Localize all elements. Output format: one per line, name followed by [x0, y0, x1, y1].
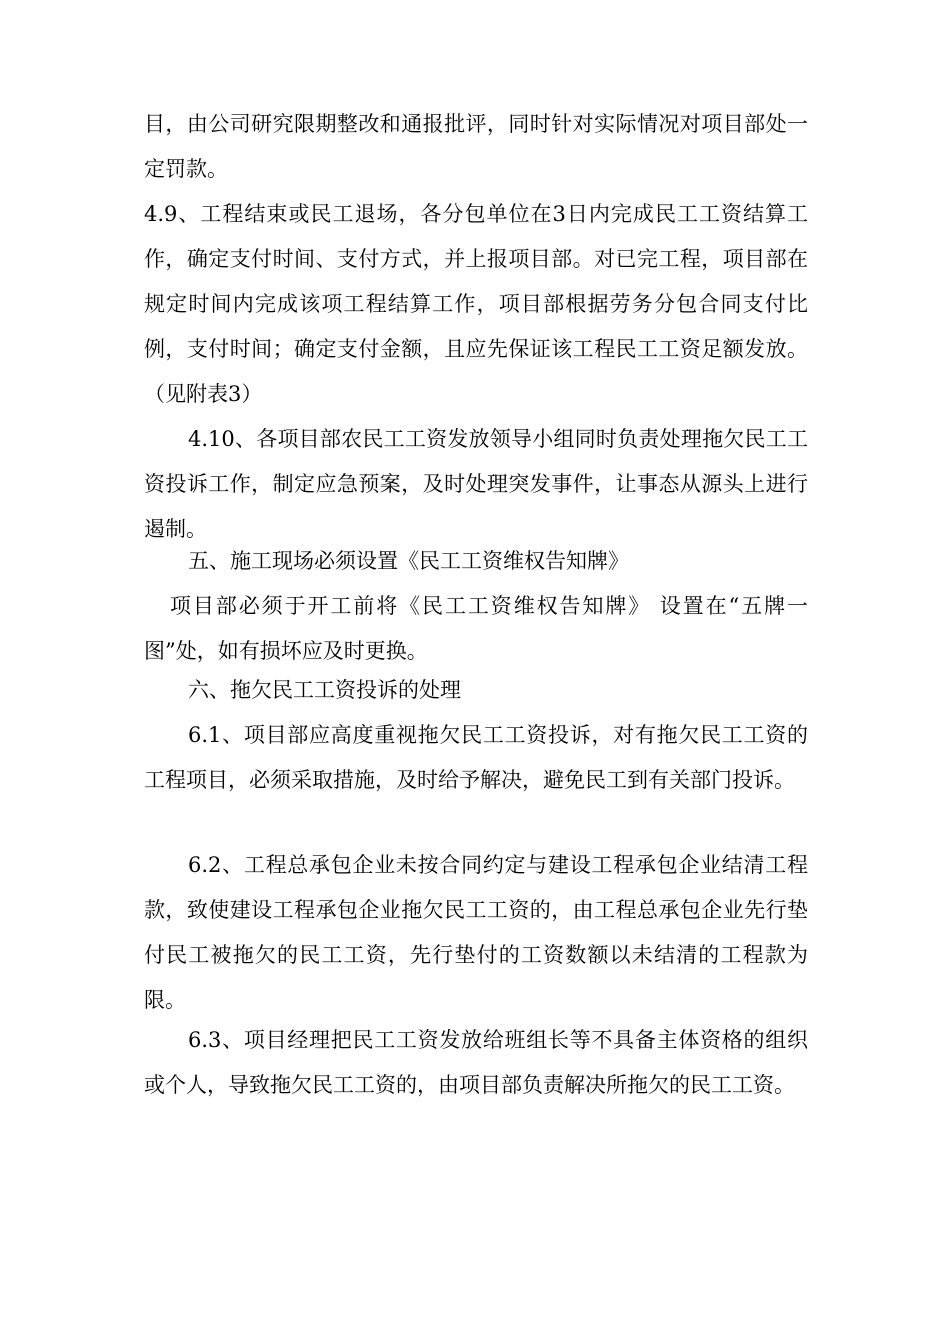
heading-section-five: 五、施工现场必须设置《民工工资维权告知牌》: [188, 549, 629, 573]
heading-section-six: 六、拖欠民工工资投诉的处理: [188, 678, 461, 702]
paragraph-6-1: 6.1、项目部应高度重视拖欠民工工资投诉，对有拖欠民工工资的工程项目，必须采取措施，及时给予解决，避免民工到有关部门投诉。: [144, 723, 808, 792]
paragraph-4-10: 4.10、各项目部农民工工资发放领导小组同时负责处理拖欠民工工资投诉工作，制定应急预案，及时处理突发事件，让事态从源头上进行遏制。: [144, 427, 808, 541]
paragraph-6-2: 6.2、工程总承包企业未按合同约定与建设工程承包企业结清工程款，致使建设工程承包企业拖欠民工工资的，由工程总承包企业先行垫付民工被拖欠的民工工资，先行垫付的工资数额以未结清的工程款为限。: [144, 853, 808, 1012]
paragraph-notice-board: 项目部必须于开工前将《民工工资维权告知牌》 设置在“五牌一图”处，如有损坏应及时更换。: [144, 594, 808, 663]
paragraph-penalty: 目，由公司研究限期整改和通报批评，同时针对实际情况对项目部处一定罚款。: [144, 112, 808, 181]
paragraph-4-9: 4.9、工程结束或民工退场，各分包单位在3日内完成民工工资结算工作，确定支付时间、支付方式，并上报项目部。对已完工程，项目部在规定时间内完成该项工程结算工作，项目部根据劳务分包合同支付比例，支付时间；确定支付金额，且应先保证该工程民工工资足额发放。（见附表3）: [144, 202, 808, 406]
paragraph-6-3: 6.3、项目经理把民工工资发放给班组长等不具备主体资格的组织或个人，导致拖欠民工工资的，由项目部负责解决所拖欠的民工工资。: [144, 1028, 808, 1097]
